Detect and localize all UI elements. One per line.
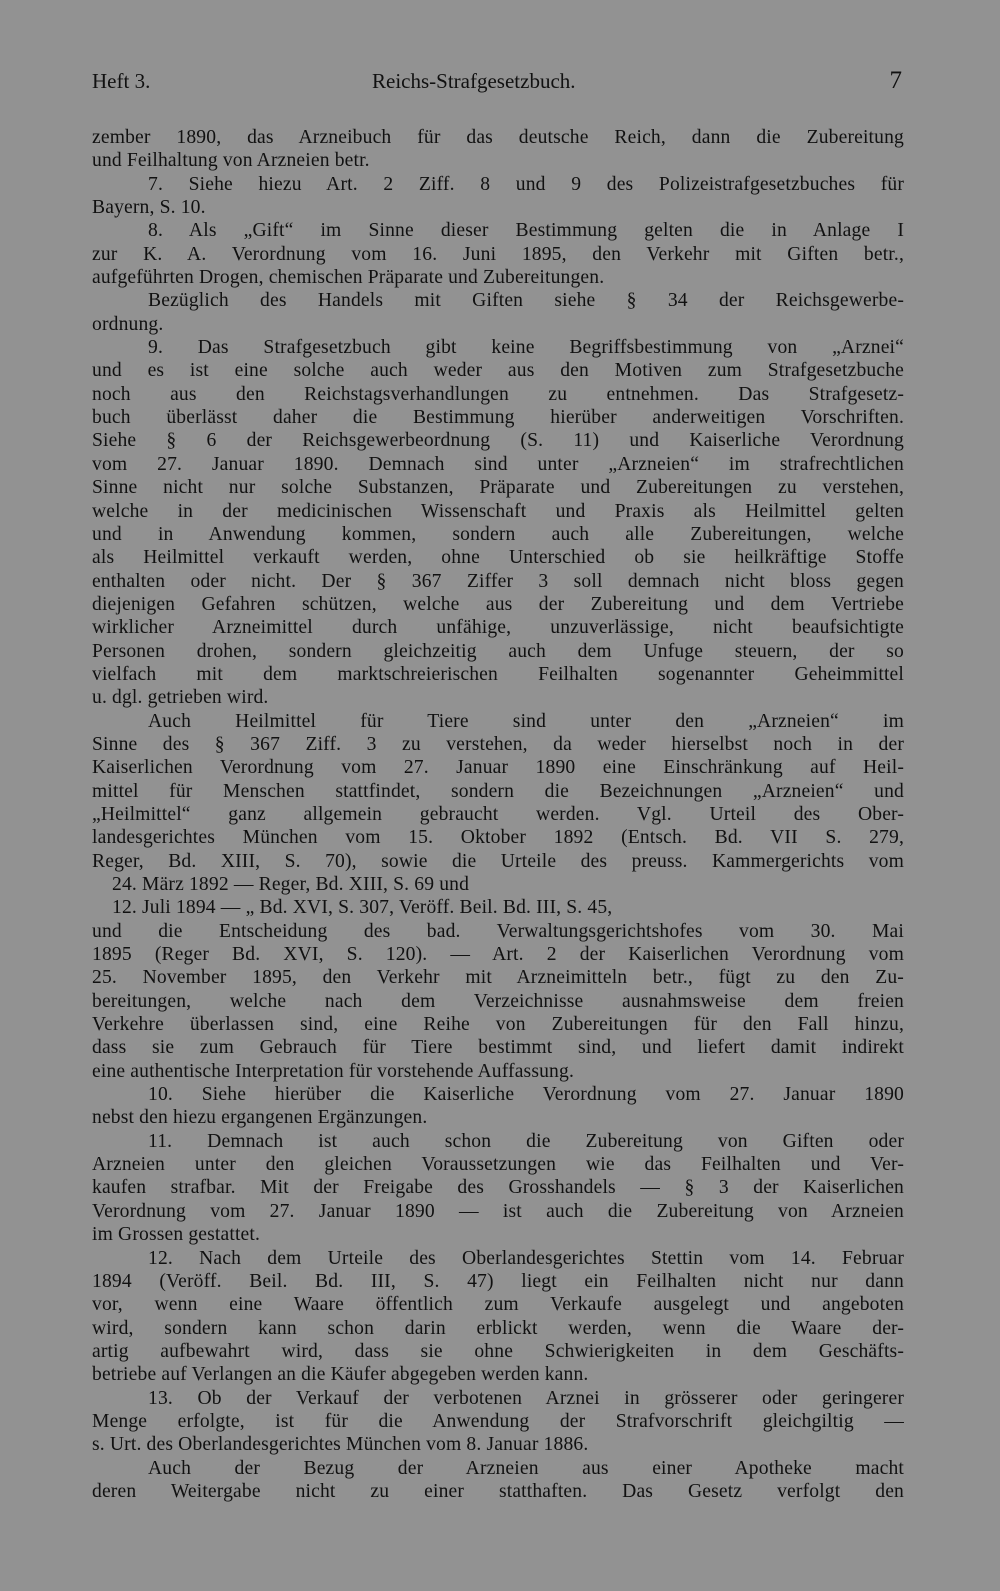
text-line: Menge erfolgte, ist für die Anwendung der Strafvorschrift gleichgiltig — — [92, 1410, 904, 1432]
text-line: eine authentische Interpretation für vorstehende Auffassung. — [92, 1060, 574, 1082]
text-line: zember 1890, das Arzneibuch für das deutsche Reich, dann die Zubereitung — [92, 127, 904, 148]
text-line: 10. Siehe hierüber die Kaiserliche Verordnung vom 27. Januar 1890 — [148, 1084, 904, 1106]
text-line: wirklicher Arzneimittel durch unfähige, unzuverlässige, nicht beaufsichtigte — [92, 617, 904, 639]
text-line: 11. Demnach ist auch schon die Zubereitung von Giften oder — [148, 1130, 904, 1152]
text-line: artig aufbewahrt wird, dass sie ohne Schwierigkeiten in dem Geschäfts- — [92, 1340, 904, 1362]
text-line: enthalten oder nicht. Der § 367 Ziffer 3 soll demnach nicht bloss gegen — [92, 570, 904, 592]
text-line: Arzneien unter den gleichen Voraussetzungen wie das Feilhalten und Ver- — [92, 1154, 904, 1176]
text-line: kaufen strafbar. Mit der Freigabe des Grosshandels — § 3 der Kaiserlichen — [92, 1177, 904, 1199]
text-line: und die Entscheidung des bad. Verwaltungsgerichtshofes vom 30. Mai — [92, 920, 904, 942]
text-line: 25. November 1895, den Verkehr mit Arzneimitteln betr., fügt zu den Zu- — [92, 967, 904, 989]
text-line: Reger, Bd. XIII, S. 70), sowie die Urteile des preuss. Kammergerichts vom — [92, 850, 904, 872]
text-line: Siehe § 6 der Reichsgewerbeordnung (S. 11) und Kaiserliche Verordnung — [92, 430, 904, 452]
text-line: im Grossen gestattet. — [92, 1224, 261, 1246]
text-line: als Heilmittel verkauft werden, ohne Unterschied ob sie heilkräftige Stoffe — [92, 547, 904, 569]
text-line: vor, wenn eine Waare öffentlich zum Verkaufe ausgelegt und angeboten — [92, 1294, 904, 1316]
text-line: welche in der medicinischen Wissenschaft und Praxis als Heilmittel gelten — [92, 500, 904, 522]
text-line: u. dgl. getrieben wird. — [92, 687, 269, 709]
text-line: Auch Heilmittel für Tiere sind unter den „Arzneien“ im — [148, 710, 904, 732]
text-line: vom 27. Januar 1890. Demnach sind unter „Arzneien“ im strafrechtlichen — [92, 453, 904, 475]
text-line: und Feilhaltung von Arzneien betr. — [92, 150, 370, 172]
text-line: deren Weitergabe nicht zu einer statthaften. Das Gesetz verfolgt den — [92, 1480, 904, 1502]
text-line: diejenigen Gefahren schützen, welche aus der Zubereitung und dem Vertriebe — [92, 593, 904, 615]
running-head — [92, 64, 902, 98]
issue-label: Heft 3. — [92, 69, 151, 93]
text-line: 8. Als „Gift“ im Sinne dieser Bestimmung gelten die in Anlage I — [148, 220, 904, 242]
text-line: noch aus den Reichstagsverhandlungen zu entnehmen. Das Strafgesetz- — [92, 383, 904, 405]
text-line: mittel für Menschen stattfindet, sondern die Bezeichnungen „Arzneien“ und — [92, 780, 904, 802]
text-line: bereitungen, welche nach dem Verzeichnisse ausnahmsweise dem freien — [92, 990, 904, 1012]
text-line: 24. März 1892 — Reger, Bd. XIII, S. 69 und — [112, 874, 470, 895]
text-line: 12. Juli 1894 — „ Bd. XVI, S. 307, Veröff. Beil. Bd. III, S. 45, — [112, 897, 613, 919]
text-line: Personen drohen, sondern gleichzeitig auch dem Unfuge steuern, der so — [92, 640, 904, 662]
text-line: 1894 (Veröff. Beil. Bd. III, S. 47) liegt ein Feilhalten nicht nur dann — [92, 1270, 904, 1292]
text-line: ordnung. — [92, 313, 164, 335]
text-line: Sinne des § 367 Ziff. 3 zu verstehen, da weder hierselbst noch in der — [92, 733, 904, 755]
text-line: Kaiserlichen Verordnung vom 27. Januar 1890 eine Einschränkung auf Heil- — [92, 757, 904, 779]
text-line: aufgeführten Drogen, chemischen Präparate und Zubereitungen. — [92, 267, 605, 289]
text-line: betriebe auf Verlangen an die Käufer abgegeben werden kann. — [92, 1364, 589, 1386]
text-line: und in Anwendung kommen, sondern auch alle Zubereitungen, welche — [92, 523, 904, 545]
running-title: Reichs-Strafgesetzbuch. — [372, 69, 576, 93]
page-number: 7 — [889, 67, 902, 94]
body-text — [92, 126, 904, 1503]
text-line: Bayern, S. 10. — [92, 197, 206, 219]
text-line: zur K. A. Verordnung vom 16. Juni 1895, den Verkehr mit Giften betr., — [92, 243, 904, 265]
text-line: Verkehre überlassen sind, eine Reihe von Zubereitungen für den Fall hinzu, — [92, 1014, 904, 1036]
text-line: 9. Das Strafgesetzbuch gibt keine Begriffsbestimmung von „Arznei“ — [148, 337, 904, 359]
text-line: Bezüglich des Handels mit Giften siehe § 34 der Reichsgewerbe- — [148, 290, 904, 312]
text-line: s. Urt. des Oberlandesgerichtes München vom 8. Januar 1886. — [92, 1434, 589, 1456]
text-line: vielfach mit dem marktschreierischen Feilhalten sogenannter Geheimmittel — [92, 663, 904, 685]
text-line: 7. Siehe hiezu Art. 2 Ziff. 8 und 9 des Polizeistrafgesetzbuches für — [148, 173, 904, 195]
text-line: und es ist eine solche auch weder aus den Motiven zum Strafgesetzbuche — [92, 360, 904, 382]
text-line: landesgerichtes München vom 15. Oktober 1892 (Entsch. Bd. VII S. 279, — [92, 827, 904, 849]
text-line: Verordnung vom 27. Januar 1890 — ist auch die Zubereitung von Arzneien — [92, 1200, 904, 1222]
text-line: dass sie zum Gebrauch für Tiere bestimmt sind, und liefert damit indirekt — [92, 1037, 904, 1059]
text-line: buch überlässt daher die Bestimmung hierüber anderweitigen Vorschriften. — [92, 407, 904, 429]
text-line: wird, sondern kann schon darin erblickt werden, wenn die Waare der- — [92, 1317, 904, 1339]
text-line: 12. Nach dem Urteile des Oberlandesgerichtes Stettin vom 14. Februar — [148, 1247, 904, 1269]
text-line: Sinne nicht nur solche Substanzen, Präparate und Zubereitungen zu verstehen, — [92, 477, 904, 499]
text-line: Auch der Bezug der Arzneien aus einer Apotheke macht — [148, 1457, 904, 1479]
text-line: „Heilmittel“ ganz allgemein gebraucht werden. Vgl. Urteil des Ober- — [92, 803, 904, 825]
text-line: nebst den hiezu ergangenen Ergänzungen. — [92, 1107, 428, 1129]
text-line: 1895 (Reger Bd. XVI, S. 120). — Art. 2 der Kaiserlichen Verordnung vom — [92, 944, 904, 966]
text-line: 13. Ob der Verkauf der verbotenen Arznei in grösserer oder geringerer — [148, 1387, 904, 1409]
